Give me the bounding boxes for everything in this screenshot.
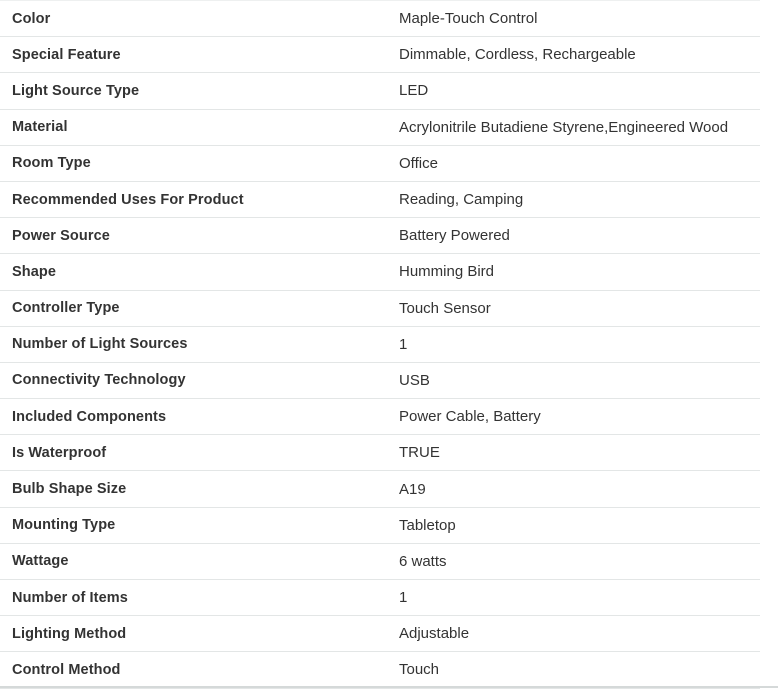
spec-value: TRUE [387,435,760,471]
spec-label: Recommended Uses For Product [0,181,387,217]
spec-row-material [0,109,760,145]
spec-value: 6 watts [387,543,760,579]
spec-value: Tabletop [387,507,760,543]
spec-row-color [0,1,760,37]
spec-row-special-feature [0,37,760,73]
spec-value: Adjustable [387,616,760,652]
spec-label: Connectivity Technology [0,362,387,398]
spec-row-room-type [0,145,760,181]
spec-label: Mounting Type [0,507,387,543]
spec-label: Included Components [0,399,387,435]
spec-label: Power Source [0,218,387,254]
spec-label: Number of Items [0,580,387,616]
spec-label: Number of Light Sources [0,326,387,362]
spec-value: Touch Sensor [387,290,760,326]
spec-value: LED [387,73,760,109]
spec-row-bulb-shape-size [0,471,760,507]
spec-value: Dimmable, Cordless, Rechargeable [387,37,760,73]
spec-value: Touch [387,652,760,688]
spec-label: Room Type [0,145,387,181]
spec-label: Is Waterproof [0,435,387,471]
spec-label: Material [0,109,387,145]
spec-value: Acrylonitrile Butadiene Styrene,Engineered Wood [387,109,760,145]
spec-value: Humming Bird [387,254,760,290]
spec-label: Bulb Shape Size [0,471,387,507]
spec-value: A19 [387,471,760,507]
spec-row-recommended-uses [0,181,760,217]
spec-value: USB [387,362,760,398]
spec-row-number-of-light-sources [0,326,760,362]
spec-row-is-waterproof [0,435,760,471]
spec-row-shape [0,254,760,290]
spec-label: Control Method [0,652,387,688]
spec-row-light-source-type [0,73,760,109]
spec-value: 1 [387,326,760,362]
spec-label: Color [0,1,387,37]
spec-row-wattage [0,543,760,579]
spec-row-mounting-type [0,507,760,543]
spec-row-control-method [0,652,760,688]
spec-label: Light Source Type [0,73,387,109]
spec-value: 1 [387,580,760,616]
spec-row-controller-type [0,290,760,326]
spec-row-included-components [0,399,760,435]
spec-label: Wattage [0,543,387,579]
spec-value: Maple-Touch Control [387,1,760,37]
spec-rows [0,1,760,689]
spec-label: Controller Type [0,290,387,326]
spec-row-power-source [0,218,760,254]
spec-value: Office [387,145,760,181]
spec-value: Power Cable, Battery [387,399,760,435]
spec-label: Lighting Method [0,616,387,652]
spec-row-lighting-method [0,616,760,652]
spec-row-number-of-items [0,580,760,616]
spec-label: Special Feature [0,37,387,73]
spec-value: Reading, Camping [387,181,760,217]
spec-value: Battery Powered [387,218,760,254]
spec-row-connectivity-technology [0,362,760,398]
spec-label: Shape [0,254,387,290]
